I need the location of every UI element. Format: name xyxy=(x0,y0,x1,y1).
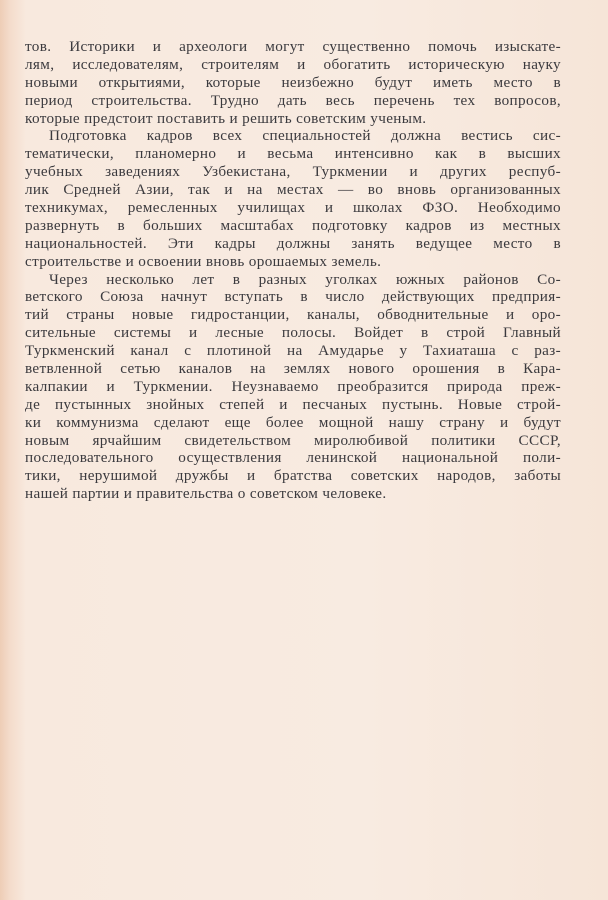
text-line: новыми открытиями, которые неизбежно будут иметь место в xyxy=(25,73,561,91)
text-line: учебных заведениях Узбекистана, Туркмении и других респуб- xyxy=(25,163,561,181)
text-line: Туркменский канал с плотиной на Амударье у Тахиаташа с раз- xyxy=(25,342,561,360)
text-line: техникумах, ремесленных училищах и школах ФЗО. Необходимо xyxy=(25,199,561,217)
text-line: период строительства. Трудно дать весь перечень тех вопросов, xyxy=(25,91,561,109)
body-text xyxy=(25,38,561,503)
text-line: тий страны новые гидростанции, каналы, обводнительные и оро- xyxy=(25,306,561,324)
text-line: новым ярчайшим свидетельством миролюбивой политики СССР, xyxy=(25,431,561,449)
text-line: нашей партии и правительства о советском человеке. xyxy=(25,485,387,503)
paragraph-3 xyxy=(25,271,561,504)
text-line: тов. Историки и археологи могут существенно помочь изыскате- xyxy=(25,38,561,55)
text-line: национальностей. Эти кадры должны занять ведущее место в xyxy=(25,234,561,252)
text-line: Подготовка кадров всех специальностей должна вестись сис- xyxy=(49,127,561,145)
text-line: сительные системы и лесные полосы. Войдет в строй Главный xyxy=(25,324,561,342)
text-line: де пустынных знойных степей и песчаных пустынь. Новые строй- xyxy=(25,395,561,413)
text-line: последовательного осуществления ленинской национальной поли- xyxy=(25,449,561,467)
text-line: развернуть в больших масштабах подготовку кадров из местных xyxy=(25,216,561,234)
text-line: ки коммунизма сделают еще более мощной нашу страну и будут xyxy=(25,413,561,431)
text-line: Через несколько лет в разных уголках южных районов Со- xyxy=(49,270,561,288)
text-line: тематически, планомерно и весьма интенсивно как в высших xyxy=(25,145,561,163)
text-line: лик Средней Азии, так и на местах — во вновь организованных xyxy=(25,181,561,199)
text-line: лям, исследователям, строителям и обогатить историческую науку xyxy=(25,55,561,73)
text-line: которые предстоит поставить и решить советским ученым. xyxy=(25,109,427,127)
paragraph-1 xyxy=(25,38,561,127)
paragraph-2 xyxy=(25,127,561,270)
text-line: ветвленной сетью каналов на землях нового орошения в Кара- xyxy=(25,360,561,378)
text-line: ветского Союза начнут вступать в число действующих предприя- xyxy=(25,288,561,306)
text-line: строительстве и освоении вновь орошаемых земель. xyxy=(25,252,382,270)
text-line: тики, нерушимой дружбы и братства советских народов, заботы xyxy=(25,467,561,485)
text-line: калпакии и Туркмении. Неузнаваемо преобразится природа преж- xyxy=(25,377,561,395)
